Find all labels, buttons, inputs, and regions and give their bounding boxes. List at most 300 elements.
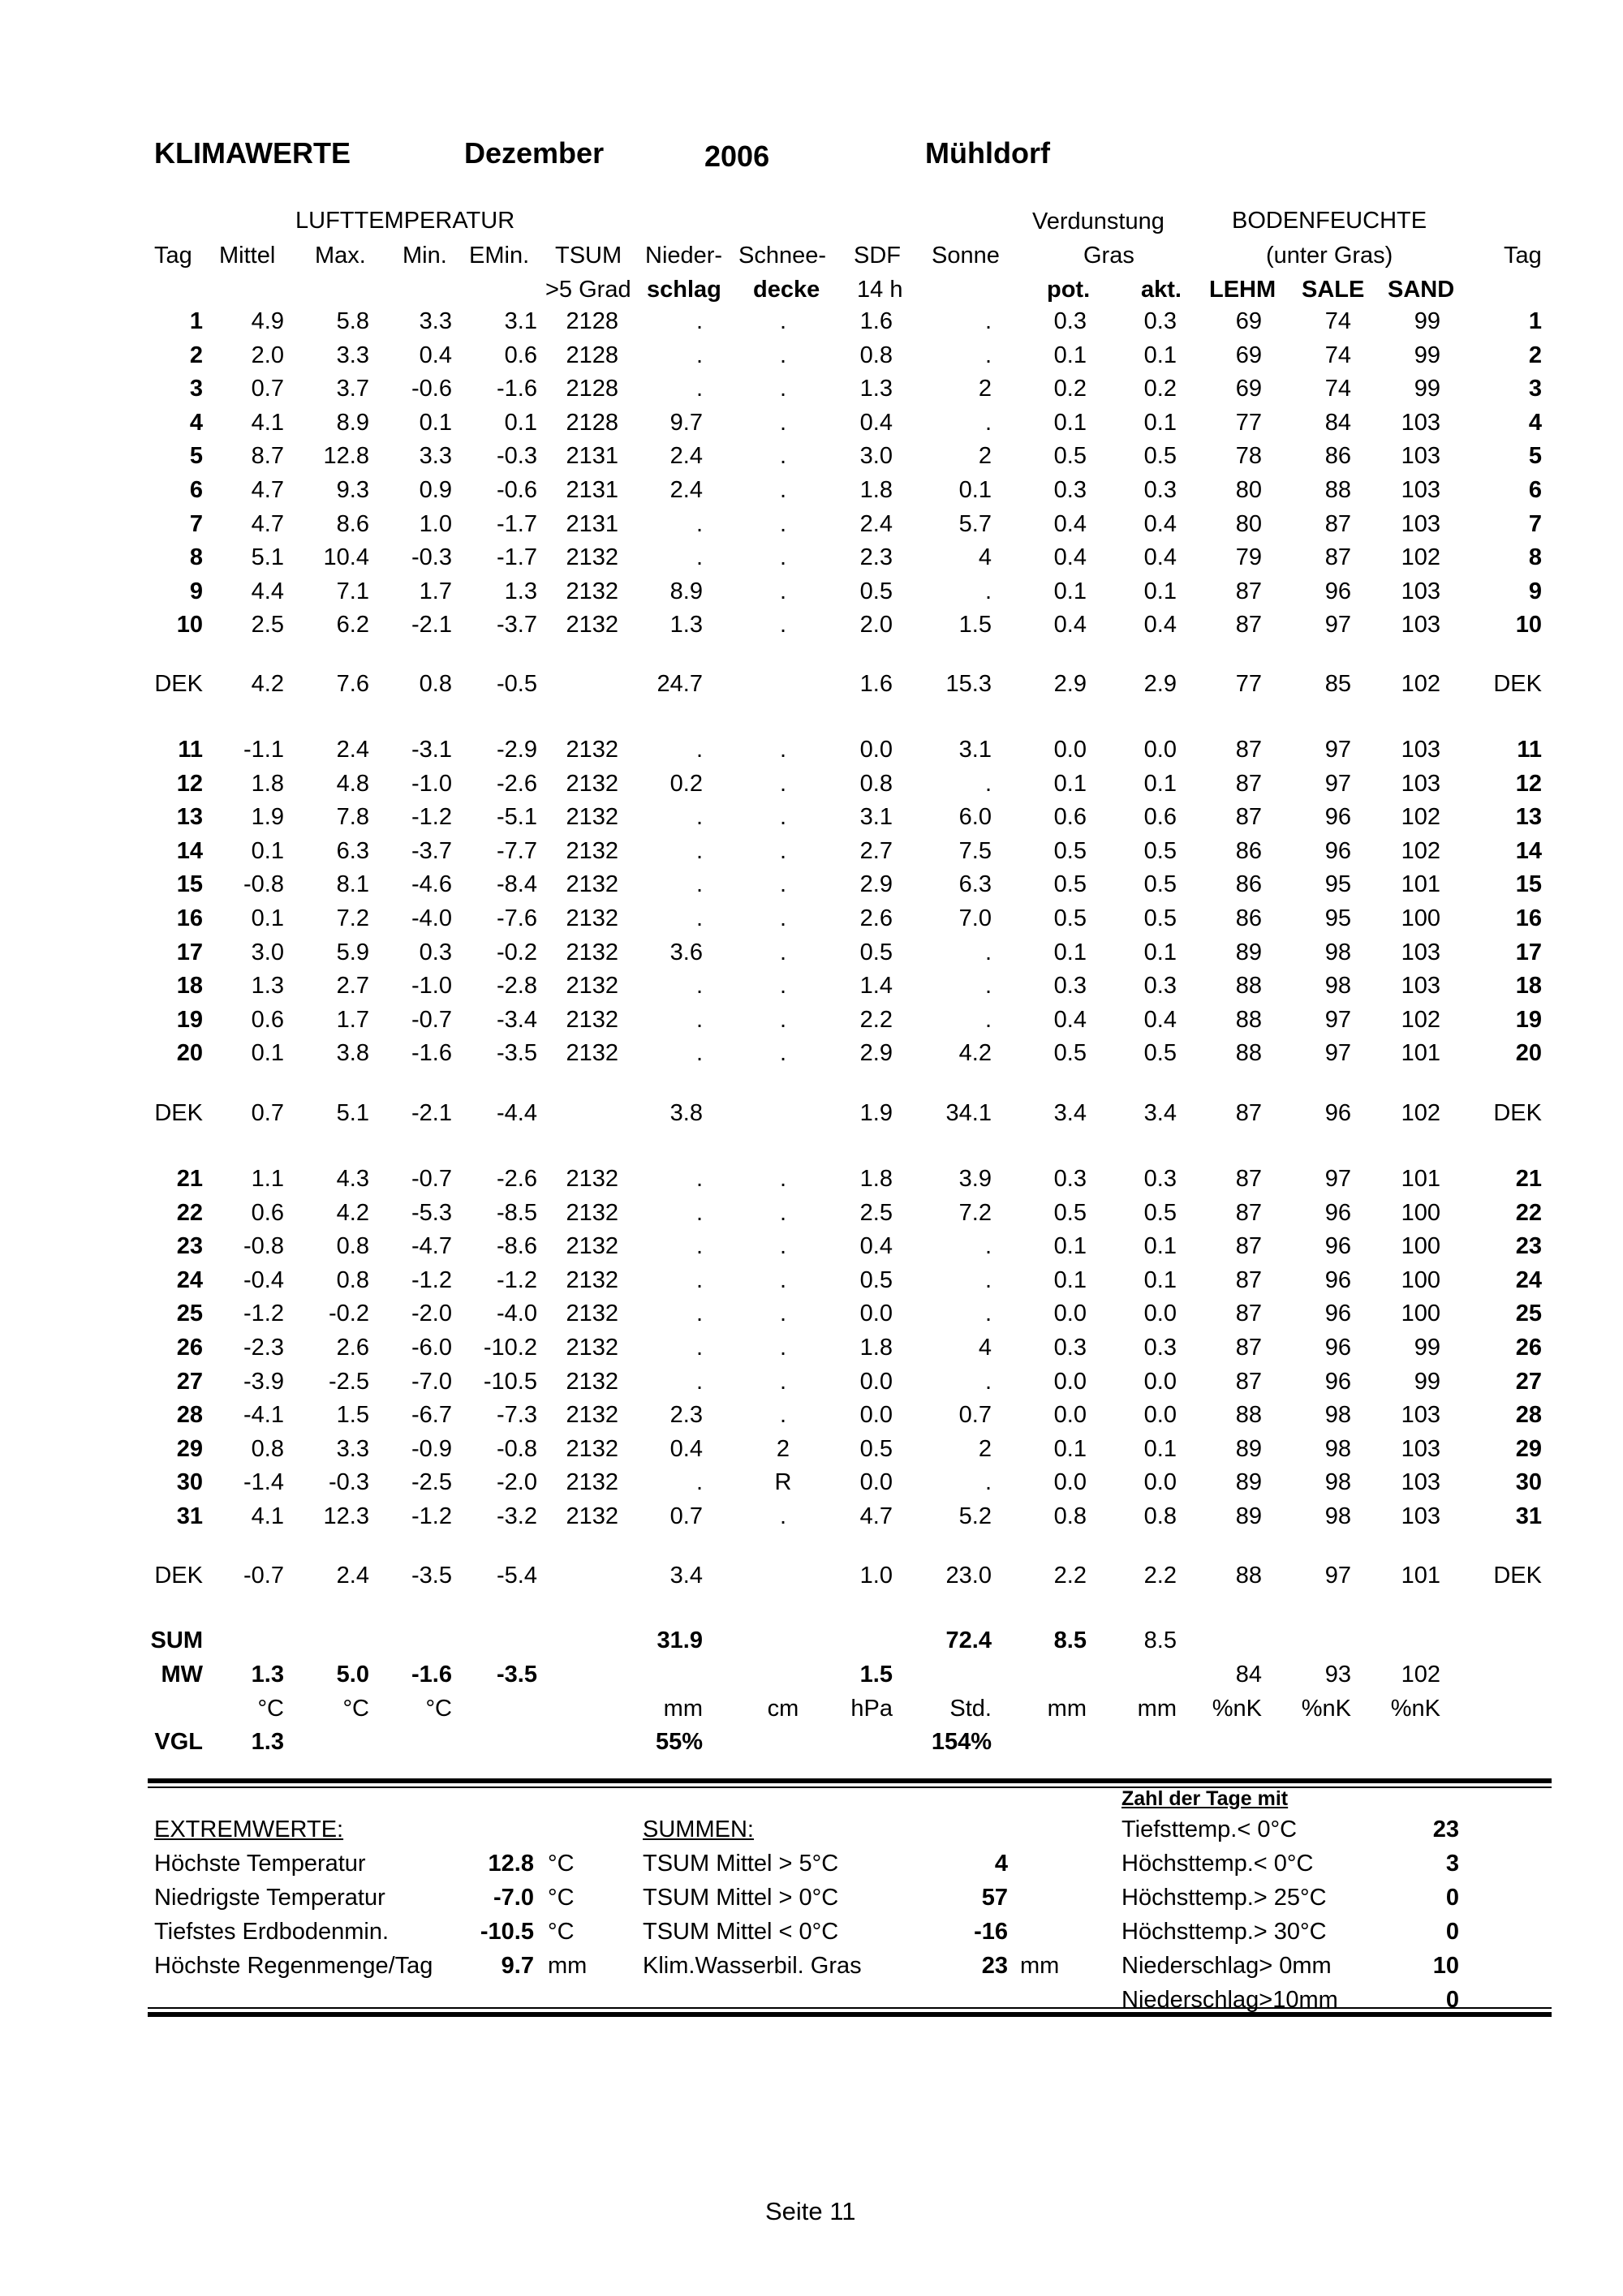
summary-mw-cell: 1.5 <box>859 1662 893 1688</box>
extreme-unit: °C <box>548 1885 575 1911</box>
table-cell: 0.3 <box>1143 973 1177 999</box>
table-cell: 2.4 <box>859 511 893 537</box>
table-cell: 0.0 <box>1053 1301 1087 1326</box>
dek-cell: 102 <box>1401 671 1440 697</box>
table-cell: . <box>695 1369 703 1395</box>
table-cell: -2.6 <box>497 771 537 797</box>
table-cell: 3 <box>1528 376 1542 402</box>
table-cell: 0.1 <box>1053 1233 1087 1259</box>
table-cell: 0.5 <box>1143 1040 1177 1066</box>
table-cell: 4.4 <box>251 578 284 604</box>
sums-title: SUMMEN: <box>643 1817 754 1842</box>
table-cell: . <box>695 1040 703 1066</box>
header-sand: SAND <box>1388 277 1455 303</box>
dek-cell: -0.5 <box>497 671 537 697</box>
dek-cell: 23.0 <box>945 1563 992 1589</box>
page-number: Seite 11 <box>765 2197 856 2225</box>
table-cell: . <box>984 1233 992 1259</box>
table-cell: 98 <box>1324 973 1351 999</box>
table-cell: 23 <box>176 1233 203 1259</box>
table-cell: -7.3 <box>497 1402 537 1428</box>
table-cell: 2.7 <box>859 838 893 864</box>
table-cell: 8.6 <box>336 511 369 537</box>
table-cell: 74 <box>1324 376 1351 402</box>
table-cell: -1.2 <box>411 804 452 830</box>
table-cell: 2.2 <box>859 1007 893 1033</box>
table-cell: -6.0 <box>411 1335 452 1361</box>
table-cell: -0.3 <box>411 544 452 570</box>
table-cell: 0.6 <box>1143 804 1177 830</box>
table-cell: 103 <box>1401 477 1440 503</box>
table-cell: 87 <box>1235 1233 1262 1259</box>
dek-cell: -4.4 <box>497 1100 537 1126</box>
dek-cell: 4.2 <box>251 671 284 697</box>
sum-label: TSUM Mittel > 5°C <box>643 1851 839 1877</box>
table-cell: 2128 <box>566 342 618 368</box>
table-cell: 3.0 <box>859 443 893 469</box>
dek-cell: 88 <box>1235 1563 1262 1589</box>
table-cell: 103 <box>1401 939 1440 965</box>
table-cell: 2132 <box>566 1166 618 1192</box>
dek-cell: 15.3 <box>945 671 992 697</box>
table-cell: -10.5 <box>483 1369 537 1395</box>
table-cell: . <box>695 511 703 537</box>
table-cell: -0.6 <box>411 376 452 402</box>
table-cell: . <box>695 871 703 897</box>
table-cell: . <box>984 342 992 368</box>
table-cell: 0.5 <box>1143 871 1177 897</box>
table-cell: 0.8 <box>859 771 893 797</box>
table-cell: . <box>984 1267 992 1293</box>
table-cell: 80 <box>1235 477 1262 503</box>
table-cell: -2.5 <box>411 1469 452 1495</box>
table-cell: -1.2 <box>243 1301 284 1326</box>
table-cell: . <box>695 973 703 999</box>
table-cell: 101 <box>1401 1166 1440 1192</box>
table-cell: 0.3 <box>1143 1166 1177 1192</box>
table-cell: . <box>984 1301 992 1326</box>
table-cell: . <box>779 410 787 436</box>
table-cell: . <box>779 1007 787 1033</box>
table-cell: 1.0 <box>419 511 452 537</box>
table-cell: -2.0 <box>411 1301 452 1326</box>
table-cell: 7 <box>189 511 203 537</box>
table-cell: 0.6 <box>251 1007 284 1033</box>
table-cell: 88 <box>1235 973 1262 999</box>
table-cell: . <box>779 308 787 334</box>
table-cell: 2 <box>978 1436 992 1462</box>
dek-cell: DEK <box>1493 1563 1542 1589</box>
header-min: Min. <box>403 243 447 269</box>
doc-title: KLIMAWERTE <box>154 136 351 170</box>
table-cell: 6 <box>189 477 203 503</box>
summary-units-cell: Std. <box>949 1696 992 1722</box>
table-cell: -2.0 <box>497 1469 537 1495</box>
table-cell: 2.4 <box>669 477 703 503</box>
table-cell: 0.0 <box>859 1301 893 1326</box>
summary-mw-cell: 93 <box>1324 1662 1351 1688</box>
table-cell: . <box>695 308 703 334</box>
table-cell: 1.8 <box>859 477 893 503</box>
table-cell: 0.5 <box>1053 905 1087 931</box>
table-cell: 26 <box>176 1335 203 1361</box>
table-cell: 8 <box>1528 544 1542 570</box>
table-cell: . <box>984 1007 992 1033</box>
table-cell: 3.0 <box>251 939 284 965</box>
table-cell: -2.1 <box>411 612 452 638</box>
table-cell: 18 <box>1515 973 1542 999</box>
sum-label: TSUM Mittel < 0°C <box>643 1919 839 1945</box>
table-cell: 15 <box>1515 871 1542 897</box>
summary-vgl-cell: 154% <box>931 1729 992 1755</box>
table-cell: 2.6 <box>859 905 893 931</box>
table-cell: 3.8 <box>336 1040 369 1066</box>
table-cell: 3 <box>189 376 203 402</box>
table-cell: 101 <box>1401 871 1440 897</box>
dek-cell: 2.2 <box>1053 1563 1087 1589</box>
table-cell: 2131 <box>566 443 618 469</box>
table-cell: 0.0 <box>1143 1469 1177 1495</box>
table-cell: 2132 <box>566 1267 618 1293</box>
extreme-label: Höchste Regenmenge/Tag <box>154 1953 433 1979</box>
table-cell: 6.3 <box>958 871 992 897</box>
table-cell: 4.7 <box>859 1503 893 1529</box>
table-cell: -10.2 <box>483 1335 537 1361</box>
summary-units-cell: °C <box>342 1696 369 1722</box>
table-cell: 4.7 <box>251 477 284 503</box>
dek-cell: DEK <box>1493 1100 1542 1126</box>
table-cell: 0.0 <box>859 1369 893 1395</box>
table-cell: 103 <box>1401 1402 1440 1428</box>
table-cell: 1 <box>189 308 203 334</box>
table-cell: 0.6 <box>504 342 537 368</box>
table-cell: 1.8 <box>251 771 284 797</box>
table-cell: 69 <box>1235 342 1262 368</box>
table-cell: . <box>984 578 992 604</box>
table-cell: 80 <box>1235 511 1262 537</box>
table-cell: . <box>779 1402 787 1428</box>
table-cell: 0.8 <box>336 1233 369 1259</box>
table-cell: 103 <box>1401 1503 1440 1529</box>
table-cell: . <box>779 1301 787 1326</box>
table-cell: 79 <box>1235 544 1262 570</box>
table-cell: 1.7 <box>419 578 452 604</box>
summary-mw-cell: 102 <box>1401 1662 1440 1688</box>
table-cell: 7.2 <box>336 905 369 931</box>
table-cell: 0.3 <box>1053 477 1087 503</box>
table-cell: 0.2 <box>1053 376 1087 402</box>
extreme-unit: °C <box>548 1919 575 1945</box>
table-cell: 0.1 <box>419 410 452 436</box>
table-cell: 0.7 <box>251 376 284 402</box>
table-cell: 25 <box>176 1301 203 1326</box>
table-cell: 0.4 <box>1053 511 1087 537</box>
table-cell: 27 <box>1515 1369 1542 1395</box>
extreme-unit: °C <box>548 1851 575 1877</box>
table-cell: 96 <box>1324 838 1351 864</box>
extreme-value: 12.8 <box>488 1851 534 1877</box>
table-cell: 87 <box>1235 804 1262 830</box>
table-cell: 0.1 <box>1143 939 1177 965</box>
table-cell: 2132 <box>566 737 618 763</box>
table-cell: 0.2 <box>1143 376 1177 402</box>
days-label: Niederschlag> 0mm <box>1121 1953 1332 1979</box>
table-cell: 0.6 <box>251 1200 284 1226</box>
table-cell: 96 <box>1324 1369 1351 1395</box>
header-emin: EMin. <box>469 243 530 269</box>
table-cell: . <box>984 1469 992 1495</box>
table-cell: 3.3 <box>419 443 452 469</box>
table-cell: -0.8 <box>243 871 284 897</box>
table-cell: 97 <box>1324 1040 1351 1066</box>
table-cell: 10 <box>1515 612 1542 638</box>
summary-sum-cell: 31.9 <box>657 1627 703 1653</box>
dek-cell: -5.4 <box>497 1563 537 1589</box>
table-cell: 84 <box>1324 410 1351 436</box>
summary-units-cell: %nK <box>1301 1696 1351 1722</box>
table-cell: . <box>779 737 787 763</box>
table-cell: -4.0 <box>497 1301 537 1326</box>
table-cell: 6.0 <box>958 804 992 830</box>
table-cell: 1.5 <box>958 612 992 638</box>
table-cell: . <box>779 1369 787 1395</box>
table-cell: . <box>695 1233 703 1259</box>
table-cell: 10.4 <box>323 544 369 570</box>
table-cell: 100 <box>1401 1200 1440 1226</box>
table-cell: 1.3 <box>251 973 284 999</box>
table-cell: -4.0 <box>411 905 452 931</box>
table-cell: 0.1 <box>251 838 284 864</box>
table-cell: -5.1 <box>497 804 537 830</box>
table-cell: 100 <box>1401 1267 1440 1293</box>
table-cell: . <box>779 871 787 897</box>
table-cell: . <box>984 410 992 436</box>
table-cell: 77 <box>1235 410 1262 436</box>
table-cell: 102 <box>1401 838 1440 864</box>
table-cell: 0.6 <box>1053 804 1087 830</box>
table-cell: 12.8 <box>323 443 369 469</box>
table-cell: . <box>695 1267 703 1293</box>
header-unter-gras: (unter Gras) <box>1266 243 1393 269</box>
table-cell: 2132 <box>566 973 618 999</box>
extreme-value: -10.5 <box>480 1919 534 1945</box>
header-sdf: SDF <box>854 243 901 269</box>
table-cell: 2 <box>776 1436 790 1462</box>
dek-cell: 1.0 <box>859 1563 893 1589</box>
table-cell: 2132 <box>566 871 618 897</box>
table-cell: 98 <box>1324 1503 1351 1529</box>
table-cell: 0.5 <box>1053 1040 1087 1066</box>
summary-mw-cell: 84 <box>1235 1662 1262 1688</box>
table-cell: -5.3 <box>411 1200 452 1226</box>
table-cell: 0.5 <box>1053 1200 1087 1226</box>
table-cell: 0.3 <box>1143 1335 1177 1361</box>
table-cell: 0.3 <box>1053 1335 1087 1361</box>
year: 2006 <box>704 140 770 173</box>
table-cell: 103 <box>1401 443 1440 469</box>
table-cell: 99 <box>1414 376 1440 402</box>
table-cell: 17 <box>176 939 203 965</box>
table-cell: 3.7 <box>336 376 369 402</box>
table-cell: 0.1 <box>1053 771 1087 797</box>
table-cell: 7.0 <box>958 905 992 931</box>
table-cell: 0.1 <box>1053 1267 1087 1293</box>
table-cell: 22 <box>176 1200 203 1226</box>
table-cell: 102 <box>1401 804 1440 830</box>
table-cell: 31 <box>176 1503 203 1529</box>
table-cell: 2.0 <box>251 342 284 368</box>
table-cell: 2132 <box>566 1233 618 1259</box>
table-cell: -1.6 <box>411 1040 452 1066</box>
table-cell: . <box>779 1166 787 1192</box>
table-cell: 0.1 <box>504 410 537 436</box>
table-cell: . <box>695 1200 703 1226</box>
table-cell: 1.6 <box>859 308 893 334</box>
table-cell: . <box>695 1007 703 1033</box>
table-cell: 96 <box>1324 1301 1351 1326</box>
table-cell: 2132 <box>566 905 618 931</box>
table-cell: 5.7 <box>958 511 992 537</box>
table-cell: 7.5 <box>958 838 992 864</box>
table-cell: -0.9 <box>411 1436 452 1462</box>
table-cell: 99 <box>1414 1335 1440 1361</box>
table-cell: -0.3 <box>497 443 537 469</box>
table-cell: 2.3 <box>859 544 893 570</box>
table-cell: 0.3 <box>1053 973 1087 999</box>
table-cell: 3.1 <box>859 804 893 830</box>
summary-units-cell: °C <box>425 1696 452 1722</box>
table-cell: 2.0 <box>859 612 893 638</box>
table-cell: . <box>779 511 787 537</box>
dek-cell: DEK <box>154 1100 203 1126</box>
table-cell: 20 <box>1515 1040 1542 1066</box>
table-cell: 87 <box>1324 544 1351 570</box>
dek-cell: -3.5 <box>411 1563 452 1589</box>
table-cell: 8.7 <box>251 443 284 469</box>
table-cell: 9.7 <box>669 410 703 436</box>
table-cell: 2128 <box>566 410 618 436</box>
dek-cell: 0.8 <box>419 671 452 697</box>
table-cell: 8 <box>189 544 203 570</box>
table-cell: . <box>779 973 787 999</box>
table-cell: 0.8 <box>336 1267 369 1293</box>
days-value: 3 <box>1445 1851 1459 1877</box>
table-cell: 4.2 <box>336 1200 369 1226</box>
table-cell: 5 <box>189 443 203 469</box>
table-cell: 1 <box>1528 308 1542 334</box>
table-cell: -0.7 <box>411 1166 452 1192</box>
table-cell: . <box>695 376 703 402</box>
table-cell: 2128 <box>566 376 618 402</box>
table-cell: 1.7 <box>336 1007 369 1033</box>
table-cell: 2 <box>978 376 992 402</box>
table-cell: 2 <box>978 443 992 469</box>
header-lufttemperatur: LUFTTEMPERATUR <box>295 208 515 234</box>
table-cell: 0.1 <box>1143 1233 1177 1259</box>
table-cell: 30 <box>176 1469 203 1495</box>
table-cell: 29 <box>176 1436 203 1462</box>
table-cell: 4 <box>978 544 992 570</box>
sum-label: TSUM Mittel > 0°C <box>643 1885 839 1911</box>
table-cell: . <box>779 1267 787 1293</box>
table-cell: -1.2 <box>411 1267 452 1293</box>
table-cell: 100 <box>1401 1301 1440 1326</box>
header-akt: akt. <box>1141 277 1182 303</box>
summary-mw-cell: -3.5 <box>497 1662 537 1688</box>
table-cell: . <box>779 1200 787 1226</box>
table-cell: 30 <box>1515 1469 1542 1495</box>
extreme-value: 9.7 <box>501 1953 534 1979</box>
table-cell: 0.0 <box>1053 737 1087 763</box>
table-cell: -8.6 <box>497 1233 537 1259</box>
table-cell: 0.1 <box>1053 1436 1087 1462</box>
table-cell: 2132 <box>566 578 618 604</box>
table-cell: . <box>695 1469 703 1495</box>
header-sonne: Sonne <box>932 243 1000 269</box>
table-cell: 4 <box>978 1335 992 1361</box>
table-cell: 2.3 <box>669 1402 703 1428</box>
table-cell: 9.3 <box>336 477 369 503</box>
table-cell: 2128 <box>566 308 618 334</box>
table-cell: 89 <box>1235 939 1262 965</box>
table-cell: 2132 <box>566 612 618 638</box>
table-cell: 0.1 <box>1143 771 1177 797</box>
table-cell: 87 <box>1235 737 1262 763</box>
table-cell: -1.2 <box>411 1503 452 1529</box>
days-value: 0 <box>1445 1885 1459 1911</box>
table-cell: . <box>779 342 787 368</box>
dek-cell: -2.1 <box>411 1100 452 1126</box>
table-cell: 2132 <box>566 1469 618 1495</box>
table-cell: -7.7 <box>497 838 537 864</box>
table-cell: -1.7 <box>497 511 537 537</box>
table-cell: -3.7 <box>497 612 537 638</box>
table-cell: 4.1 <box>251 410 284 436</box>
table-cell: -8.4 <box>497 871 537 897</box>
dek-cell: 0.7 <box>251 1100 284 1126</box>
sum-value: 57 <box>981 1885 1008 1911</box>
table-cell: 2.5 <box>859 1200 893 1226</box>
table-cell: 87 <box>1235 1267 1262 1293</box>
table-cell: 103 <box>1401 578 1440 604</box>
summary-units-cell: mm <box>1047 1696 1087 1722</box>
table-cell: 2131 <box>566 511 618 537</box>
table-cell: 2132 <box>566 1335 618 1361</box>
table-cell: 2132 <box>566 838 618 864</box>
table-cell: 7.8 <box>336 804 369 830</box>
table-cell: 0.0 <box>1053 1469 1087 1495</box>
table-cell: 87 <box>1235 1335 1262 1361</box>
summary-vgl-cell: VGL <box>154 1729 203 1755</box>
table-cell: 8.9 <box>669 578 703 604</box>
table-cell: 16 <box>176 905 203 931</box>
table-cell: 4.1 <box>251 1503 284 1529</box>
table-cell: . <box>779 376 787 402</box>
table-cell: 0.4 <box>1143 1007 1177 1033</box>
table-cell: . <box>779 612 787 638</box>
table-cell: 0.5 <box>1053 443 1087 469</box>
dek-cell: 24.7 <box>657 671 703 697</box>
table-cell: 98 <box>1324 1436 1351 1462</box>
header-5grad: >5 Grad <box>545 277 631 303</box>
summary-units-cell: cm <box>767 1696 799 1722</box>
dek-cell: 2.9 <box>1143 671 1177 697</box>
table-cell: -1.2 <box>497 1267 537 1293</box>
table-cell: 7 <box>1528 511 1542 537</box>
table-cell: 0.5 <box>1143 1200 1177 1226</box>
table-cell: 6.3 <box>336 838 369 864</box>
table-cell: 1.3 <box>859 376 893 402</box>
